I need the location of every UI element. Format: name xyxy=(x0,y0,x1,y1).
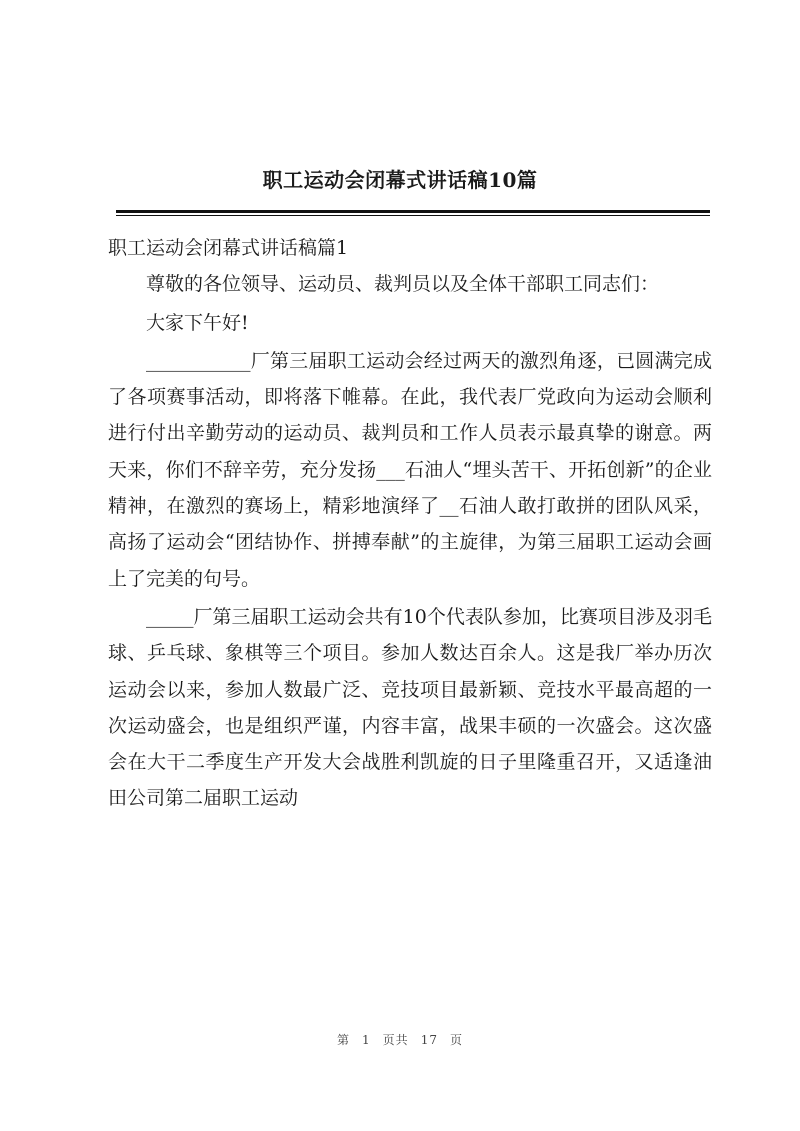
section-heading: 职工运动会闭幕式讲话稿篇1 xyxy=(108,237,349,259)
paragraph-body-2: _____厂第三届职工运动会共有10个代表队参加，比赛项目涉及羽毛球、乒乓球、象棋等三个项目。参加人数达百余人。这是我厂举办历次运动会以来，参加人数最广泛、竞技项目最新颖、竞技水平最高超的一次运动盛会，也是组织严谨，内容丰富，战果丰硕的一次盛会。这次盛会在大干二季度生产开发大会战胜利凯旋的日子里隆重召开，又适逢油田公司第二届职工运动 xyxy=(108,605,712,810)
footer-middle: 页共 xyxy=(382,1033,409,1047)
footer-current-page: 1 xyxy=(362,1033,371,1047)
title-divider-thin xyxy=(116,215,710,216)
footer-total-pages: 17 xyxy=(420,1033,438,1047)
page-footer xyxy=(0,1031,800,1048)
footer-suffix: 页 xyxy=(449,1033,463,1047)
document-title: 职工运动会闭幕式讲话稿10篇 xyxy=(262,168,538,192)
paragraph-salutation: 尊敬的各位领导、运动员、裁判员以及全体干部职工同志们： xyxy=(146,273,660,296)
document-body xyxy=(108,230,712,819)
title-divider xyxy=(116,210,710,213)
footer-prefix: 第 xyxy=(337,1033,351,1047)
paragraph-greeting: 大家下午好! xyxy=(146,311,249,334)
paragraph-body-1: ___________厂第三届职工运动会经过两天的激烈角逐，已圆满完成了各项赛事活动，即将落下帷幕。在此，我代表厂党政向为运动会顺利进行付出辛勤劳动的运动员、裁判员和工作人员表示最真挚的谢意。两天来，你们不辞辛劳，充分发扬___石油人“埋头苦干、开拓创新”的企业精神，在激烈的赛场上，精彩地演绎了__石油人敢打敢拼的团队风采，高扬了运动会“团结协作、拼搏奉献”的主旋律，为第三届职工运动会画上了完美的句号。 xyxy=(108,349,712,590)
